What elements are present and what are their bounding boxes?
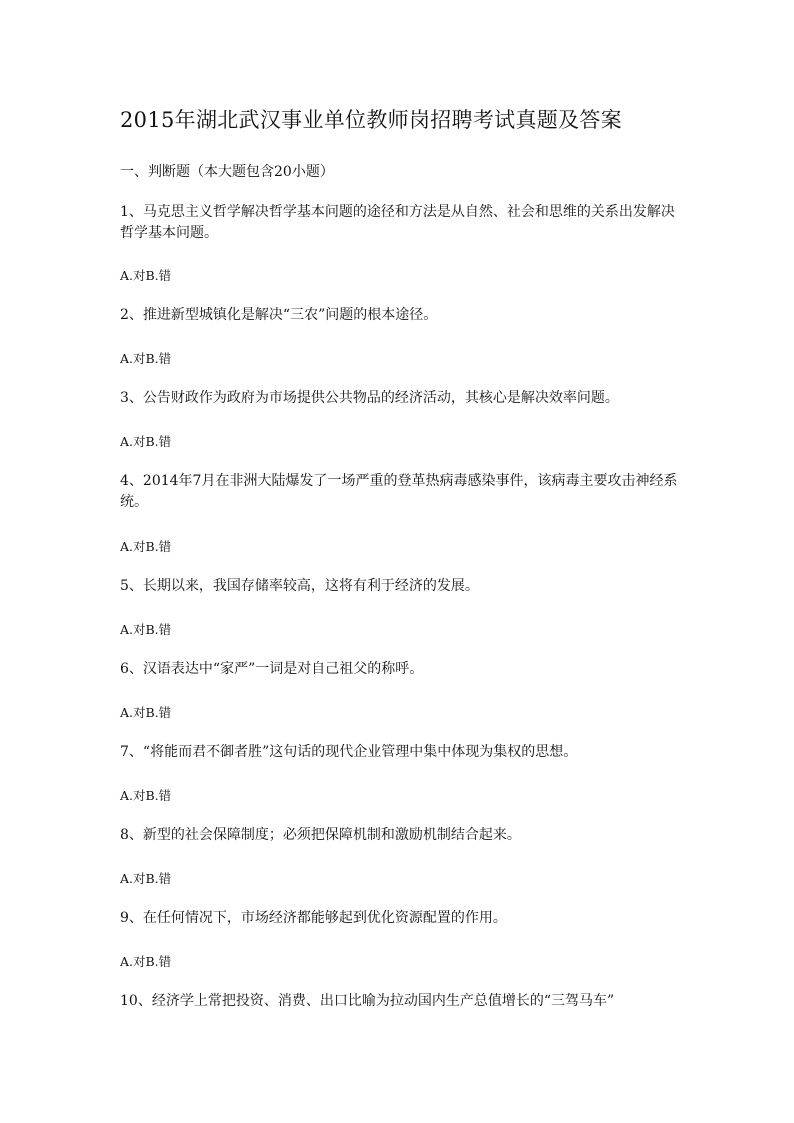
question-9: 9、在任何情况下，市场经济都能够起到优化资源配置的作用。 — [120, 910, 507, 926]
question-7: 7、“将能而君不御者胜”这句话的现代企业管理中集中体现为集权的思想。 — [120, 744, 578, 760]
question-8: 8、新型的社会保障制度；必须把保障机制和激励机制结合起来。 — [120, 827, 521, 843]
question-3-options: A.对B.错 — [120, 434, 172, 449]
question-8-options: A.对B.错 — [120, 871, 172, 886]
question-6-options: A.对B.错 — [120, 705, 172, 720]
question-1: 1、马克思主义哲学解决哲学基本问题的途径和方法是从自然、社会和思维的关系出发解决哲学基本问题。 — [120, 204, 675, 241]
question-4-options: A.对B.错 — [120, 539, 172, 554]
question-4: 4、2014年7月在非洲大陆爆发了一场严重的登革热病毒感染事件，该病毒主要攻击神经系统。 — [120, 473, 678, 510]
question-10: 10、经济学上常把投资、消费、出口比喻为拉动国内生产总值增长的“三驾马车” — [120, 993, 615, 1009]
question-9-options: A.对B.错 — [120, 954, 172, 969]
question-5: 5、长期以来，我国存储率较高，这将有利于经济的发展。 — [120, 578, 479, 594]
question-2-options: A.对B.错 — [120, 351, 172, 366]
question-2: 2、推进新型城镇化是解决“三农”问题的根本途径。 — [120, 307, 438, 323]
question-6: 6、汉语表达中“家严”一词是对自己祖父的称呼。 — [120, 661, 424, 677]
document-title: 2015年湖北武汉事业单位教师岗招聘考试真题及答案 — [120, 108, 622, 132]
question-7-options: A.对B.错 — [120, 788, 172, 803]
question-5-options: A.对B.错 — [120, 622, 172, 637]
section-heading: 一、判断题（本大题包含20小题） — [120, 164, 334, 180]
question-1-options: A.对B.错 — [120, 268, 172, 283]
question-3: 3、公告财政作为政府为市场提供公共物品的经济活动，其核心是解决效率问题。 — [120, 390, 619, 406]
